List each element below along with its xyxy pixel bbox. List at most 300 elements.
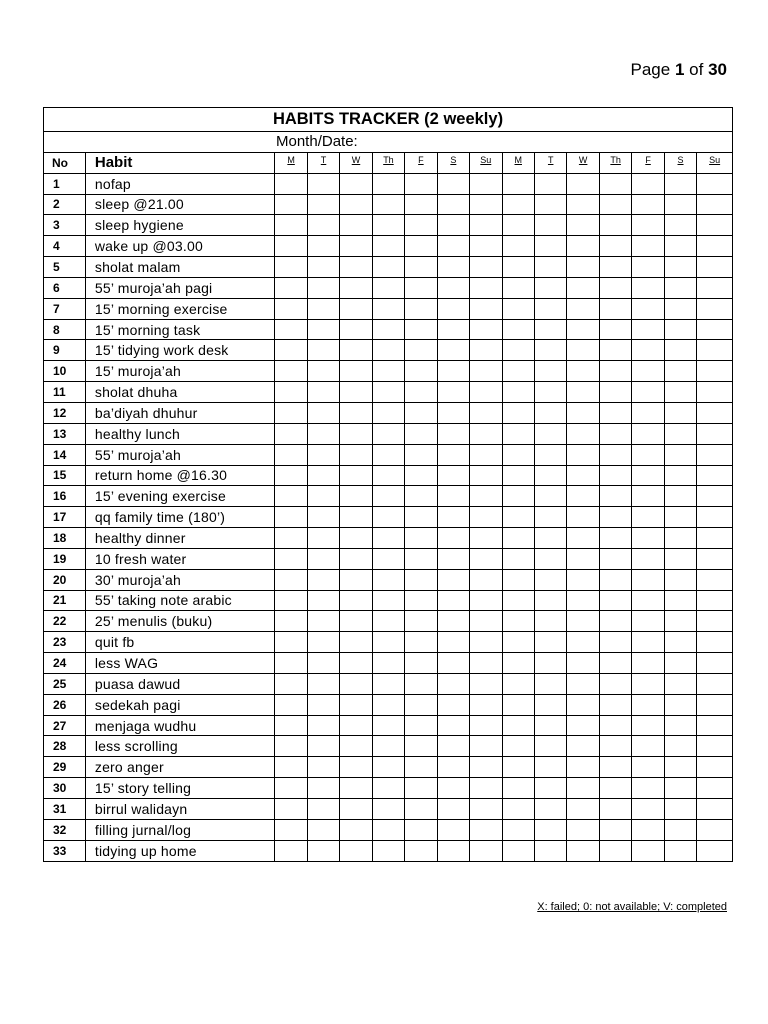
day-check-cell[interactable]	[664, 298, 696, 319]
day-check-cell[interactable]	[470, 173, 502, 194]
day-check-cell[interactable]	[307, 653, 339, 674]
day-check-cell[interactable]	[275, 757, 307, 778]
day-check-cell[interactable]	[470, 611, 502, 632]
day-check-cell[interactable]	[470, 340, 502, 361]
day-check-cell[interactable]	[405, 840, 437, 861]
day-check-cell[interactable]	[307, 382, 339, 403]
day-check-cell[interactable]	[664, 319, 696, 340]
day-check-cell[interactable]	[664, 236, 696, 257]
day-check-cell[interactable]	[567, 632, 599, 653]
day-check-cell[interactable]	[372, 465, 404, 486]
day-check-cell[interactable]	[632, 673, 664, 694]
day-check-cell[interactable]	[307, 319, 339, 340]
day-check-cell[interactable]	[664, 173, 696, 194]
day-check-cell[interactable]	[632, 507, 664, 528]
day-check-cell[interactable]	[372, 757, 404, 778]
day-check-cell[interactable]	[664, 653, 696, 674]
day-check-cell[interactable]	[567, 277, 599, 298]
day-check-cell[interactable]	[534, 548, 566, 569]
day-check-cell[interactable]	[307, 194, 339, 215]
day-check-cell[interactable]	[567, 382, 599, 403]
day-check-cell[interactable]	[599, 277, 631, 298]
day-check-cell[interactable]	[534, 194, 566, 215]
day-check-cell[interactable]	[697, 444, 733, 465]
day-check-cell[interactable]	[599, 507, 631, 528]
day-check-cell[interactable]	[697, 382, 733, 403]
day-check-cell[interactable]	[372, 548, 404, 569]
day-check-cell[interactable]	[372, 423, 404, 444]
day-check-cell[interactable]	[502, 569, 534, 590]
day-check-cell[interactable]	[405, 590, 437, 611]
day-check-cell[interactable]	[307, 694, 339, 715]
day-check-cell[interactable]	[470, 257, 502, 278]
day-check-cell[interactable]	[275, 548, 307, 569]
day-check-cell[interactable]	[275, 590, 307, 611]
day-check-cell[interactable]	[697, 757, 733, 778]
day-check-cell[interactable]	[275, 799, 307, 820]
day-check-cell[interactable]	[567, 173, 599, 194]
day-check-cell[interactable]	[502, 840, 534, 861]
day-check-cell[interactable]	[275, 444, 307, 465]
day-check-cell[interactable]	[599, 799, 631, 820]
day-check-cell[interactable]	[307, 361, 339, 382]
day-check-cell[interactable]	[470, 528, 502, 549]
day-check-cell[interactable]	[437, 277, 469, 298]
day-check-cell[interactable]	[437, 590, 469, 611]
day-check-cell[interactable]	[599, 236, 631, 257]
day-check-cell[interactable]	[599, 569, 631, 590]
day-check-cell[interactable]	[534, 486, 566, 507]
day-check-cell[interactable]	[534, 778, 566, 799]
day-check-cell[interactable]	[275, 298, 307, 319]
day-check-cell[interactable]	[405, 673, 437, 694]
day-check-cell[interactable]	[372, 298, 404, 319]
day-check-cell[interactable]	[502, 528, 534, 549]
day-check-cell[interactable]	[632, 236, 664, 257]
day-check-cell[interactable]	[632, 486, 664, 507]
day-check-cell[interactable]	[275, 382, 307, 403]
day-check-cell[interactable]	[502, 382, 534, 403]
day-check-cell[interactable]	[567, 361, 599, 382]
day-check-cell[interactable]	[697, 361, 733, 382]
day-check-cell[interactable]	[534, 402, 566, 423]
day-check-cell[interactable]	[275, 236, 307, 257]
day-check-cell[interactable]	[502, 548, 534, 569]
day-check-cell[interactable]	[664, 548, 696, 569]
day-check-cell[interactable]	[340, 736, 372, 757]
day-check-cell[interactable]	[502, 611, 534, 632]
day-check-cell[interactable]	[632, 590, 664, 611]
day-check-cell[interactable]	[437, 173, 469, 194]
day-check-cell[interactable]	[632, 382, 664, 403]
day-check-cell[interactable]	[599, 590, 631, 611]
day-check-cell[interactable]	[340, 799, 372, 820]
day-check-cell[interactable]	[275, 507, 307, 528]
day-check-cell[interactable]	[340, 778, 372, 799]
day-check-cell[interactable]	[534, 423, 566, 444]
day-check-cell[interactable]	[664, 507, 696, 528]
day-check-cell[interactable]	[567, 319, 599, 340]
day-check-cell[interactable]	[664, 757, 696, 778]
day-check-cell[interactable]	[567, 340, 599, 361]
day-check-cell[interactable]	[340, 257, 372, 278]
day-check-cell[interactable]	[502, 653, 534, 674]
day-check-cell[interactable]	[405, 611, 437, 632]
day-check-cell[interactable]	[470, 653, 502, 674]
day-check-cell[interactable]	[502, 444, 534, 465]
day-check-cell[interactable]	[664, 465, 696, 486]
day-check-cell[interactable]	[372, 840, 404, 861]
day-check-cell[interactable]	[437, 653, 469, 674]
day-check-cell[interactable]	[437, 340, 469, 361]
day-check-cell[interactable]	[664, 257, 696, 278]
day-check-cell[interactable]	[437, 423, 469, 444]
day-check-cell[interactable]	[437, 736, 469, 757]
day-check-cell[interactable]	[567, 673, 599, 694]
day-check-cell[interactable]	[502, 799, 534, 820]
day-check-cell[interactable]	[470, 507, 502, 528]
day-check-cell[interactable]	[372, 632, 404, 653]
day-check-cell[interactable]	[697, 402, 733, 423]
day-check-cell[interactable]	[534, 319, 566, 340]
day-check-cell[interactable]	[664, 799, 696, 820]
day-check-cell[interactable]	[275, 361, 307, 382]
day-check-cell[interactable]	[307, 444, 339, 465]
day-check-cell[interactable]	[275, 277, 307, 298]
day-check-cell[interactable]	[632, 757, 664, 778]
day-check-cell[interactable]	[470, 361, 502, 382]
day-check-cell[interactable]	[502, 507, 534, 528]
day-check-cell[interactable]	[405, 715, 437, 736]
day-check-cell[interactable]	[502, 819, 534, 840]
day-check-cell[interactable]	[307, 215, 339, 236]
day-check-cell[interactable]	[567, 715, 599, 736]
day-check-cell[interactable]	[340, 673, 372, 694]
day-check-cell[interactable]	[534, 257, 566, 278]
day-check-cell[interactable]	[534, 715, 566, 736]
day-check-cell[interactable]	[502, 319, 534, 340]
day-check-cell[interactable]	[502, 757, 534, 778]
day-check-cell[interactable]	[534, 215, 566, 236]
day-check-cell[interactable]	[664, 444, 696, 465]
day-check-cell[interactable]	[340, 298, 372, 319]
day-check-cell[interactable]	[502, 402, 534, 423]
day-check-cell[interactable]	[372, 653, 404, 674]
day-check-cell[interactable]	[307, 173, 339, 194]
day-check-cell[interactable]	[307, 236, 339, 257]
day-check-cell[interactable]	[275, 632, 307, 653]
day-check-cell[interactable]	[405, 569, 437, 590]
day-check-cell[interactable]	[470, 673, 502, 694]
day-check-cell[interactable]	[340, 694, 372, 715]
day-check-cell[interactable]	[405, 444, 437, 465]
day-check-cell[interactable]	[534, 382, 566, 403]
day-check-cell[interactable]	[632, 611, 664, 632]
day-check-cell[interactable]	[502, 173, 534, 194]
day-check-cell[interactable]	[437, 611, 469, 632]
day-check-cell[interactable]	[567, 694, 599, 715]
day-check-cell[interactable]	[567, 486, 599, 507]
day-check-cell[interactable]	[405, 382, 437, 403]
day-check-cell[interactable]	[534, 736, 566, 757]
day-check-cell[interactable]	[470, 569, 502, 590]
day-check-cell[interactable]	[340, 215, 372, 236]
day-check-cell[interactable]	[599, 715, 631, 736]
day-check-cell[interactable]	[534, 799, 566, 820]
day-check-cell[interactable]	[372, 694, 404, 715]
day-check-cell[interactable]	[599, 298, 631, 319]
day-check-cell[interactable]	[307, 611, 339, 632]
day-check-cell[interactable]	[405, 757, 437, 778]
day-check-cell[interactable]	[534, 173, 566, 194]
day-check-cell[interactable]	[697, 653, 733, 674]
day-check-cell[interactable]	[664, 340, 696, 361]
day-check-cell[interactable]	[275, 611, 307, 632]
day-check-cell[interactable]	[405, 507, 437, 528]
day-check-cell[interactable]	[405, 778, 437, 799]
day-check-cell[interactable]	[697, 236, 733, 257]
day-check-cell[interactable]	[307, 528, 339, 549]
day-check-cell[interactable]	[437, 486, 469, 507]
day-check-cell[interactable]	[437, 757, 469, 778]
day-check-cell[interactable]	[437, 257, 469, 278]
day-check-cell[interactable]	[372, 402, 404, 423]
day-check-cell[interactable]	[697, 465, 733, 486]
day-check-cell[interactable]	[372, 215, 404, 236]
day-check-cell[interactable]	[340, 173, 372, 194]
day-check-cell[interactable]	[405, 799, 437, 820]
day-check-cell[interactable]	[470, 694, 502, 715]
day-check-cell[interactable]	[405, 486, 437, 507]
day-check-cell[interactable]	[599, 611, 631, 632]
day-check-cell[interactable]	[340, 548, 372, 569]
day-check-cell[interactable]	[405, 173, 437, 194]
day-check-cell[interactable]	[632, 173, 664, 194]
day-check-cell[interactable]	[599, 653, 631, 674]
day-check-cell[interactable]	[664, 819, 696, 840]
day-check-cell[interactable]	[470, 444, 502, 465]
day-check-cell[interactable]	[470, 736, 502, 757]
day-check-cell[interactable]	[405, 548, 437, 569]
day-check-cell[interactable]	[567, 298, 599, 319]
day-check-cell[interactable]	[340, 507, 372, 528]
day-check-cell[interactable]	[632, 465, 664, 486]
day-check-cell[interactable]	[567, 799, 599, 820]
day-check-cell[interactable]	[599, 465, 631, 486]
day-check-cell[interactable]	[470, 465, 502, 486]
day-check-cell[interactable]	[502, 340, 534, 361]
day-check-cell[interactable]	[664, 215, 696, 236]
day-check-cell[interactable]	[340, 340, 372, 361]
day-check-cell[interactable]	[340, 840, 372, 861]
day-check-cell[interactable]	[599, 632, 631, 653]
day-check-cell[interactable]	[664, 736, 696, 757]
day-check-cell[interactable]	[697, 298, 733, 319]
day-check-cell[interactable]	[340, 653, 372, 674]
day-check-cell[interactable]	[567, 194, 599, 215]
day-check-cell[interactable]	[664, 486, 696, 507]
day-check-cell[interactable]	[599, 194, 631, 215]
day-check-cell[interactable]	[372, 194, 404, 215]
day-check-cell[interactable]	[534, 819, 566, 840]
day-check-cell[interactable]	[405, 632, 437, 653]
day-check-cell[interactable]	[307, 486, 339, 507]
day-check-cell[interactable]	[340, 590, 372, 611]
day-check-cell[interactable]	[470, 799, 502, 820]
day-check-cell[interactable]	[664, 590, 696, 611]
day-check-cell[interactable]	[632, 194, 664, 215]
day-check-cell[interactable]	[372, 507, 404, 528]
day-check-cell[interactable]	[632, 340, 664, 361]
day-check-cell[interactable]	[599, 382, 631, 403]
day-check-cell[interactable]	[632, 528, 664, 549]
day-check-cell[interactable]	[372, 319, 404, 340]
day-check-cell[interactable]	[437, 840, 469, 861]
day-check-cell[interactable]	[534, 507, 566, 528]
day-check-cell[interactable]	[372, 611, 404, 632]
day-check-cell[interactable]	[275, 194, 307, 215]
day-check-cell[interactable]	[534, 840, 566, 861]
day-check-cell[interactable]	[340, 465, 372, 486]
day-check-cell[interactable]	[534, 694, 566, 715]
day-check-cell[interactable]	[599, 840, 631, 861]
day-check-cell[interactable]	[632, 632, 664, 653]
day-check-cell[interactable]	[567, 611, 599, 632]
day-check-cell[interactable]	[437, 819, 469, 840]
day-check-cell[interactable]	[405, 236, 437, 257]
day-check-cell[interactable]	[470, 548, 502, 569]
day-check-cell[interactable]	[632, 569, 664, 590]
day-check-cell[interactable]	[405, 736, 437, 757]
day-check-cell[interactable]	[307, 277, 339, 298]
day-check-cell[interactable]	[372, 361, 404, 382]
day-check-cell[interactable]	[567, 215, 599, 236]
day-check-cell[interactable]	[275, 486, 307, 507]
day-check-cell[interactable]	[567, 736, 599, 757]
day-check-cell[interactable]	[534, 590, 566, 611]
day-check-cell[interactable]	[340, 194, 372, 215]
day-check-cell[interactable]	[275, 402, 307, 423]
day-check-cell[interactable]	[470, 298, 502, 319]
day-check-cell[interactable]	[307, 402, 339, 423]
day-check-cell[interactable]	[340, 757, 372, 778]
day-check-cell[interactable]	[567, 569, 599, 590]
day-check-cell[interactable]	[632, 277, 664, 298]
day-check-cell[interactable]	[307, 257, 339, 278]
day-check-cell[interactable]	[697, 423, 733, 444]
day-check-cell[interactable]	[632, 653, 664, 674]
day-check-cell[interactable]	[372, 736, 404, 757]
day-check-cell[interactable]	[470, 757, 502, 778]
day-check-cell[interactable]	[502, 277, 534, 298]
day-check-cell[interactable]	[664, 611, 696, 632]
day-check-cell[interactable]	[599, 257, 631, 278]
day-check-cell[interactable]	[534, 277, 566, 298]
day-check-cell[interactable]	[664, 361, 696, 382]
day-check-cell[interactable]	[567, 465, 599, 486]
day-check-cell[interactable]	[405, 528, 437, 549]
day-check-cell[interactable]	[599, 528, 631, 549]
day-check-cell[interactable]	[632, 840, 664, 861]
day-check-cell[interactable]	[632, 361, 664, 382]
day-check-cell[interactable]	[664, 569, 696, 590]
day-check-cell[interactable]	[437, 569, 469, 590]
month-date-field[interactable]: Month/Date:	[44, 132, 733, 153]
day-check-cell[interactable]	[275, 653, 307, 674]
day-check-cell[interactable]	[599, 361, 631, 382]
day-check-cell[interactable]	[567, 653, 599, 674]
day-check-cell[interactable]	[599, 173, 631, 194]
day-check-cell[interactable]	[632, 799, 664, 820]
day-check-cell[interactable]	[697, 799, 733, 820]
day-check-cell[interactable]	[340, 236, 372, 257]
day-check-cell[interactable]	[340, 361, 372, 382]
day-check-cell[interactable]	[307, 736, 339, 757]
day-check-cell[interactable]	[275, 673, 307, 694]
day-check-cell[interactable]	[405, 819, 437, 840]
day-check-cell[interactable]	[470, 277, 502, 298]
day-check-cell[interactable]	[599, 819, 631, 840]
day-check-cell[interactable]	[599, 736, 631, 757]
day-check-cell[interactable]	[437, 507, 469, 528]
day-check-cell[interactable]	[697, 778, 733, 799]
day-check-cell[interactable]	[405, 215, 437, 236]
day-check-cell[interactable]	[372, 569, 404, 590]
day-check-cell[interactable]	[372, 340, 404, 361]
day-check-cell[interactable]	[340, 319, 372, 340]
day-check-cell[interactable]	[275, 465, 307, 486]
day-check-cell[interactable]	[307, 819, 339, 840]
day-check-cell[interactable]	[534, 528, 566, 549]
day-check-cell[interactable]	[307, 757, 339, 778]
day-check-cell[interactable]	[664, 277, 696, 298]
day-check-cell[interactable]	[502, 423, 534, 444]
day-check-cell[interactable]	[697, 590, 733, 611]
day-check-cell[interactable]	[275, 340, 307, 361]
day-check-cell[interactable]	[697, 257, 733, 278]
day-check-cell[interactable]	[599, 486, 631, 507]
day-check-cell[interactable]	[697, 215, 733, 236]
day-check-cell[interactable]	[632, 694, 664, 715]
day-check-cell[interactable]	[340, 382, 372, 403]
day-check-cell[interactable]	[372, 486, 404, 507]
day-check-cell[interactable]	[534, 632, 566, 653]
day-check-cell[interactable]	[437, 444, 469, 465]
day-check-cell[interactable]	[470, 778, 502, 799]
day-check-cell[interactable]	[372, 277, 404, 298]
day-check-cell[interactable]	[599, 319, 631, 340]
day-check-cell[interactable]	[599, 444, 631, 465]
day-check-cell[interactable]	[437, 673, 469, 694]
day-check-cell[interactable]	[437, 215, 469, 236]
day-check-cell[interactable]	[632, 402, 664, 423]
day-check-cell[interactable]	[534, 611, 566, 632]
day-check-cell[interactable]	[437, 194, 469, 215]
day-check-cell[interactable]	[470, 590, 502, 611]
day-check-cell[interactable]	[470, 840, 502, 861]
day-check-cell[interactable]	[534, 673, 566, 694]
day-check-cell[interactable]	[697, 694, 733, 715]
day-check-cell[interactable]	[599, 402, 631, 423]
day-check-cell[interactable]	[372, 382, 404, 403]
day-check-cell[interactable]	[502, 632, 534, 653]
day-check-cell[interactable]	[437, 715, 469, 736]
day-check-cell[interactable]	[470, 236, 502, 257]
day-check-cell[interactable]	[664, 715, 696, 736]
day-check-cell[interactable]	[307, 507, 339, 528]
day-check-cell[interactable]	[567, 757, 599, 778]
day-check-cell[interactable]	[405, 694, 437, 715]
